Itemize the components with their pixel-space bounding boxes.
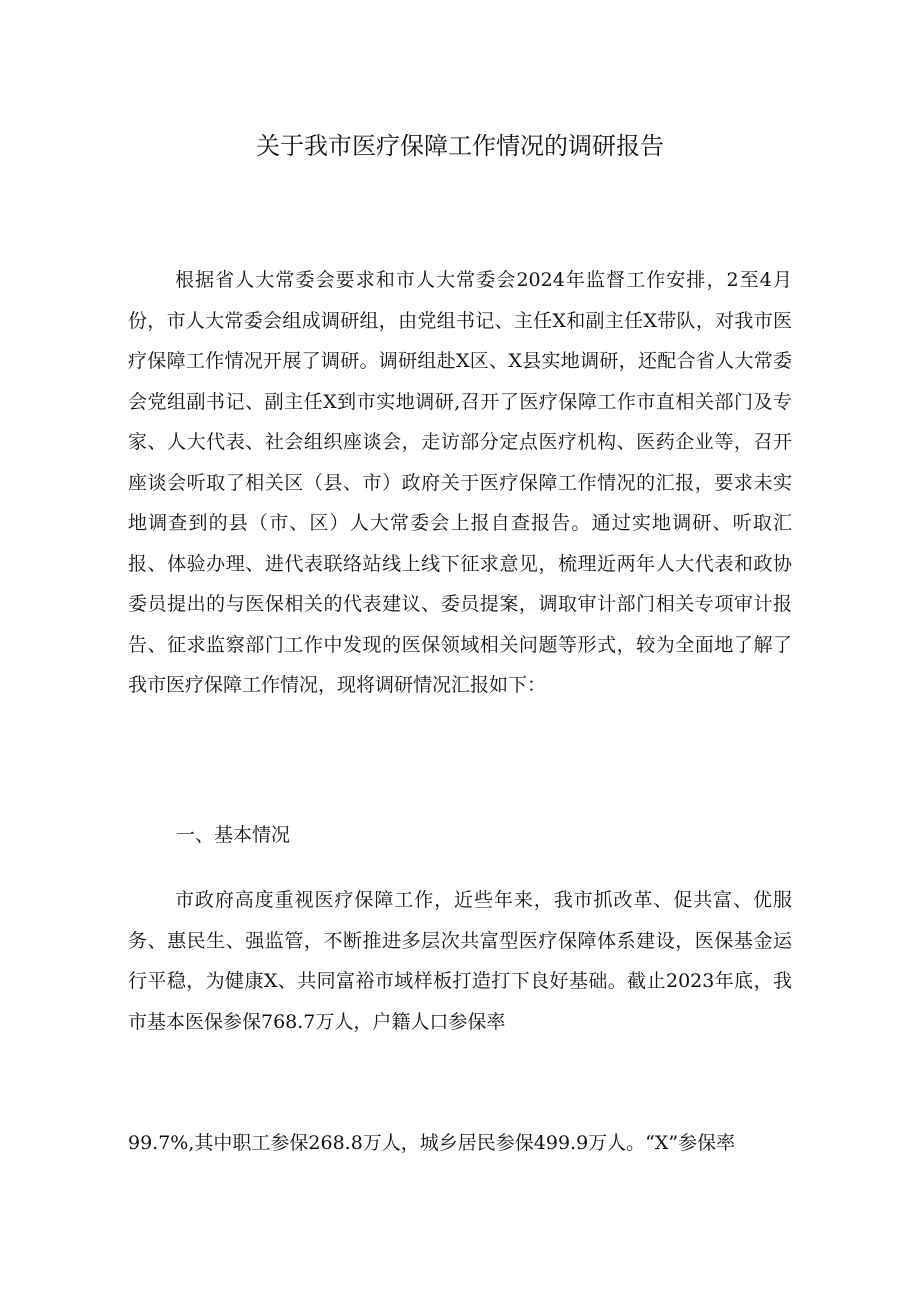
continuation-paragraph: 99.7%,其中职工参保268.8万人，城乡居民参保499.9万人。“X”参保率 — [128, 1132, 736, 1154]
basic-situation-paragraph: 市政府高度重视医疗保障工作，近些年来，我市抓改革、促共富、优服务、惠民生、强监管，不断推进多层次共富型医疗保障体系建设，医保基金运行平稳，为健康X、共同富裕市域样板打造打下良好基础。截止2023年底，我市基本医保参保768.7万人，户籍人口参保率 — [128, 889, 792, 1033]
document-title: 关于我市医疗保障工作情况的调研报告 — [256, 132, 664, 160]
section-heading-basic-situation: 一、基本情况 — [176, 824, 291, 846]
intro-paragraph: 根据省人大常委会要求和市人大常委会2024年监督工作安排，2至4月份，市人大常委会组成调研组，由党组书记、主任X和副主任X带队，对我市医疗保障工作情况开展了调研。调研组赴X区、X县实地调研，还配合省人大常委会党组副书记、副主任X到市实地调研,召开了医疗保障工作市直相关部门及专家、人大代表、社会组织座谈会，走访部分定点医疗机构、医药企业等，召开座谈会听取了相关区（县、市）政府关于医疗保障工作情况的汇报，要求未实地调查到的县（市、区）人大常委会上报自查报告。通过实地调研、听取汇报、体验办理、进代表联络站线上线下征求意见，梳理近两年人大代表和政协委员提出的与医保相关的代表建议、委员提案，调取审计部门相关专项审计报告、征求监察部门工作中发现的医保领域相关问题等形式，较为全面地了解了我市医疗保障工作情况，现将调研情况汇报如下： — [128, 269, 792, 696]
